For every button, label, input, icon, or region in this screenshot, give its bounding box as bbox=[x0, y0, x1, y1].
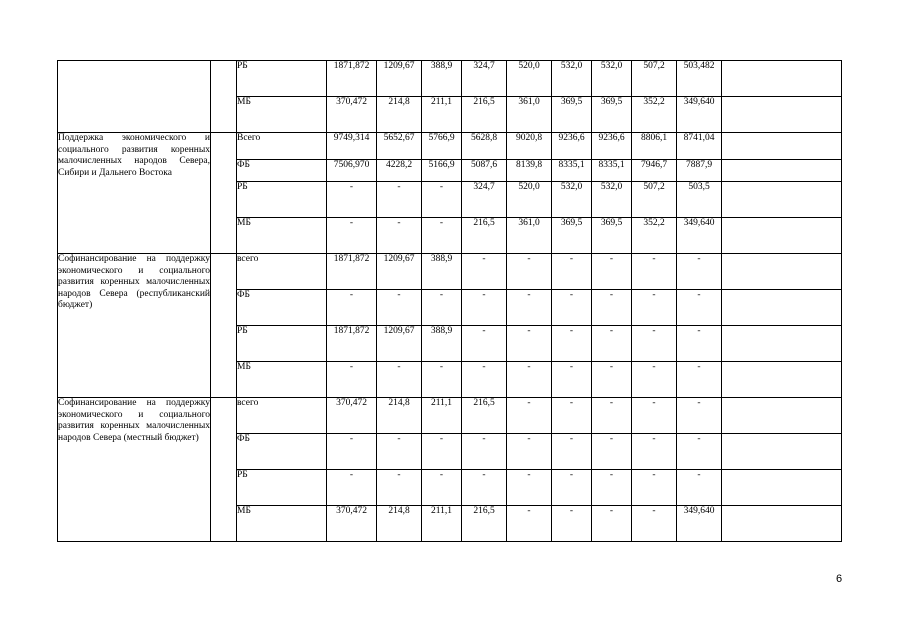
value-cell: - bbox=[677, 362, 722, 398]
value-cell: 349,640 bbox=[677, 218, 722, 254]
value-cell: 1871,872 bbox=[327, 254, 377, 290]
value-cell: 1209,67 bbox=[377, 61, 422, 97]
value-cell: 5766,9 bbox=[422, 133, 462, 160]
value-cell: - bbox=[327, 182, 377, 218]
value-cell: 503,482 bbox=[677, 61, 722, 97]
value-cell: - bbox=[632, 362, 677, 398]
funding-source-cell: Всего bbox=[237, 133, 327, 160]
value-cell: 1209,67 bbox=[377, 254, 422, 290]
value-cell: 8741,04 bbox=[677, 133, 722, 160]
value-cell: - bbox=[677, 470, 722, 506]
value-cell: 216,5 bbox=[462, 97, 507, 133]
value-cell: - bbox=[552, 470, 592, 506]
value-cell: 8139,8 bbox=[507, 160, 552, 182]
value-cell: 216,5 bbox=[462, 218, 507, 254]
value-cell: - bbox=[327, 434, 377, 470]
value-cell: - bbox=[507, 362, 552, 398]
measure-description: Поддержка экономического и социального развития коренных малочисленных народов Севера, Сибири и Дальнего Востока bbox=[58, 133, 211, 254]
value-cell: 216,5 bbox=[462, 398, 507, 434]
value-cell: - bbox=[377, 434, 422, 470]
value-cell: - bbox=[377, 470, 422, 506]
value-cell: - bbox=[552, 290, 592, 326]
value-cell: - bbox=[592, 434, 632, 470]
empty-cell bbox=[722, 506, 842, 542]
empty-cell bbox=[722, 470, 842, 506]
value-cell: 324,7 bbox=[462, 61, 507, 97]
value-cell: - bbox=[327, 290, 377, 326]
value-cell: 9236,6 bbox=[552, 133, 592, 160]
value-cell: - bbox=[632, 254, 677, 290]
value-cell: 507,2 bbox=[632, 61, 677, 97]
value-cell: 211,1 bbox=[422, 398, 462, 434]
empty-cell bbox=[722, 290, 842, 326]
value-cell: 1871,872 bbox=[327, 61, 377, 97]
value-cell: 503,5 bbox=[677, 182, 722, 218]
value-cell: - bbox=[462, 434, 507, 470]
value-cell: 214,8 bbox=[377, 506, 422, 542]
value-cell: - bbox=[677, 398, 722, 434]
value-cell: 507,2 bbox=[632, 182, 677, 218]
value-cell: 9020,8 bbox=[507, 133, 552, 160]
funding-source-cell: ФБ bbox=[237, 290, 327, 326]
table-row bbox=[58, 61, 842, 97]
value-cell: 7887,9 bbox=[677, 160, 722, 182]
value-cell: 5166,9 bbox=[422, 160, 462, 182]
value-cell: - bbox=[552, 434, 592, 470]
value-cell: 369,5 bbox=[592, 97, 632, 133]
value-cell: 369,5 bbox=[592, 218, 632, 254]
value-cell: 349,640 bbox=[677, 97, 722, 133]
value-cell: - bbox=[552, 326, 592, 362]
value-cell: - bbox=[462, 326, 507, 362]
value-cell: 8806,1 bbox=[632, 133, 677, 160]
value-cell: 352,2 bbox=[632, 97, 677, 133]
value-cell: 1871,872 bbox=[327, 326, 377, 362]
value-cell: - bbox=[677, 326, 722, 362]
table-row bbox=[58, 254, 842, 290]
value-cell: 532,0 bbox=[592, 182, 632, 218]
value-cell: 9236,6 bbox=[592, 133, 632, 160]
value-cell: - bbox=[632, 470, 677, 506]
funding-source-cell: РБ bbox=[237, 470, 327, 506]
value-cell: - bbox=[422, 290, 462, 326]
value-cell: 361,0 bbox=[507, 218, 552, 254]
value-cell: 5087,6 bbox=[462, 160, 507, 182]
value-cell: - bbox=[377, 182, 422, 218]
value-cell: - bbox=[377, 218, 422, 254]
value-cell: 216,5 bbox=[462, 506, 507, 542]
value-cell: 211,1 bbox=[422, 97, 462, 133]
value-cell: 5628,8 bbox=[462, 133, 507, 160]
value-cell: 214,8 bbox=[377, 398, 422, 434]
value-cell: - bbox=[422, 218, 462, 254]
value-cell: - bbox=[592, 398, 632, 434]
value-cell: 7506,970 bbox=[327, 160, 377, 182]
empty-cell bbox=[211, 61, 237, 133]
value-cell: - bbox=[677, 290, 722, 326]
value-cell: 211,1 bbox=[422, 506, 462, 542]
value-cell: 370,472 bbox=[327, 97, 377, 133]
empty-cell bbox=[722, 133, 842, 160]
empty-cell bbox=[722, 218, 842, 254]
funding-source-cell: ФБ bbox=[237, 160, 327, 182]
empty-cell bbox=[211, 398, 237, 542]
value-cell: 4228,2 bbox=[377, 160, 422, 182]
value-cell: - bbox=[632, 326, 677, 362]
value-cell: 8335,1 bbox=[592, 160, 632, 182]
value-cell: 532,0 bbox=[552, 61, 592, 97]
value-cell: - bbox=[632, 398, 677, 434]
value-cell: 7946,7 bbox=[632, 160, 677, 182]
budget-table bbox=[57, 60, 842, 542]
value-cell: 214,8 bbox=[377, 97, 422, 133]
value-cell: - bbox=[507, 434, 552, 470]
value-cell: - bbox=[507, 254, 552, 290]
value-cell: - bbox=[632, 434, 677, 470]
value-cell: 352,2 bbox=[632, 218, 677, 254]
value-cell: 5652,67 bbox=[377, 133, 422, 160]
description-cell bbox=[58, 61, 211, 133]
value-cell: - bbox=[507, 470, 552, 506]
value-cell: - bbox=[592, 470, 632, 506]
value-cell: - bbox=[677, 254, 722, 290]
value-cell: - bbox=[422, 470, 462, 506]
value-cell: - bbox=[592, 362, 632, 398]
empty-cell bbox=[722, 398, 842, 434]
budget-table-body bbox=[58, 61, 842, 542]
value-cell: 361,0 bbox=[507, 97, 552, 133]
empty-cell bbox=[722, 434, 842, 470]
measure-description: Софинансирование на поддержку экономического и социального развития коренных малочисленных народов Севера (республиканский бюджет) bbox=[58, 254, 211, 398]
value-cell: - bbox=[462, 254, 507, 290]
value-cell: - bbox=[552, 362, 592, 398]
table-row bbox=[58, 398, 842, 434]
value-cell: - bbox=[327, 218, 377, 254]
value-cell: 532,0 bbox=[592, 61, 632, 97]
value-cell: - bbox=[327, 362, 377, 398]
value-cell: - bbox=[422, 362, 462, 398]
value-cell: - bbox=[552, 506, 592, 542]
value-cell: 388,9 bbox=[422, 61, 462, 97]
measure-description: Софинансирование на поддержку экономического и социального развития коренных малочисленных народов Севера (местный бюджет) bbox=[58, 398, 211, 542]
value-cell: 349,640 bbox=[677, 506, 722, 542]
value-cell: - bbox=[592, 254, 632, 290]
table-row bbox=[58, 133, 842, 160]
value-cell: - bbox=[422, 182, 462, 218]
empty-cell bbox=[211, 133, 237, 254]
page-number: 6 bbox=[836, 573, 843, 585]
value-cell: 370,472 bbox=[327, 506, 377, 542]
value-cell: - bbox=[552, 254, 592, 290]
empty-cell bbox=[722, 326, 842, 362]
value-cell: - bbox=[377, 362, 422, 398]
value-cell: - bbox=[632, 506, 677, 542]
value-cell: - bbox=[552, 398, 592, 434]
funding-source-cell: всего bbox=[237, 398, 327, 434]
empty-cell bbox=[722, 362, 842, 398]
value-cell: - bbox=[507, 326, 552, 362]
value-cell: - bbox=[377, 290, 422, 326]
value-cell: 369,5 bbox=[552, 218, 592, 254]
funding-source-cell: РБ bbox=[237, 61, 327, 97]
funding-source-cell: МБ bbox=[237, 362, 327, 398]
funding-source-cell: всего bbox=[237, 254, 327, 290]
value-cell: 9749,314 bbox=[327, 133, 377, 160]
empty-cell bbox=[722, 61, 842, 97]
value-cell: 324,7 bbox=[462, 182, 507, 218]
value-cell: - bbox=[422, 434, 462, 470]
value-cell: 388,9 bbox=[422, 326, 462, 362]
value-cell: 370,472 bbox=[327, 398, 377, 434]
empty-cell bbox=[722, 97, 842, 133]
value-cell: - bbox=[677, 434, 722, 470]
value-cell: - bbox=[592, 290, 632, 326]
value-cell: 388,9 bbox=[422, 254, 462, 290]
empty-cell bbox=[211, 254, 237, 398]
value-cell: 369,5 bbox=[552, 97, 592, 133]
value-cell: - bbox=[462, 470, 507, 506]
value-cell: - bbox=[632, 290, 677, 326]
value-cell: - bbox=[507, 398, 552, 434]
funding-source-cell: РБ bbox=[237, 326, 327, 362]
empty-cell bbox=[722, 182, 842, 218]
value-cell: - bbox=[592, 326, 632, 362]
value-cell: 1209,67 bbox=[377, 326, 422, 362]
value-cell: - bbox=[462, 290, 507, 326]
funding-source-cell: ФБ bbox=[237, 434, 327, 470]
funding-source-cell: МБ bbox=[237, 97, 327, 133]
value-cell: - bbox=[507, 506, 552, 542]
funding-source-cell: МБ bbox=[237, 506, 327, 542]
value-cell: 532,0 bbox=[552, 182, 592, 218]
value-cell: - bbox=[462, 362, 507, 398]
empty-cell bbox=[722, 160, 842, 182]
value-cell: 8335,1 bbox=[552, 160, 592, 182]
value-cell: - bbox=[507, 290, 552, 326]
funding-source-cell: МБ bbox=[237, 218, 327, 254]
value-cell: - bbox=[327, 470, 377, 506]
value-cell: 520,0 bbox=[507, 61, 552, 97]
empty-cell bbox=[722, 254, 842, 290]
value-cell: - bbox=[592, 506, 632, 542]
value-cell: 520,0 bbox=[507, 182, 552, 218]
funding-source-cell: РБ bbox=[237, 182, 327, 218]
